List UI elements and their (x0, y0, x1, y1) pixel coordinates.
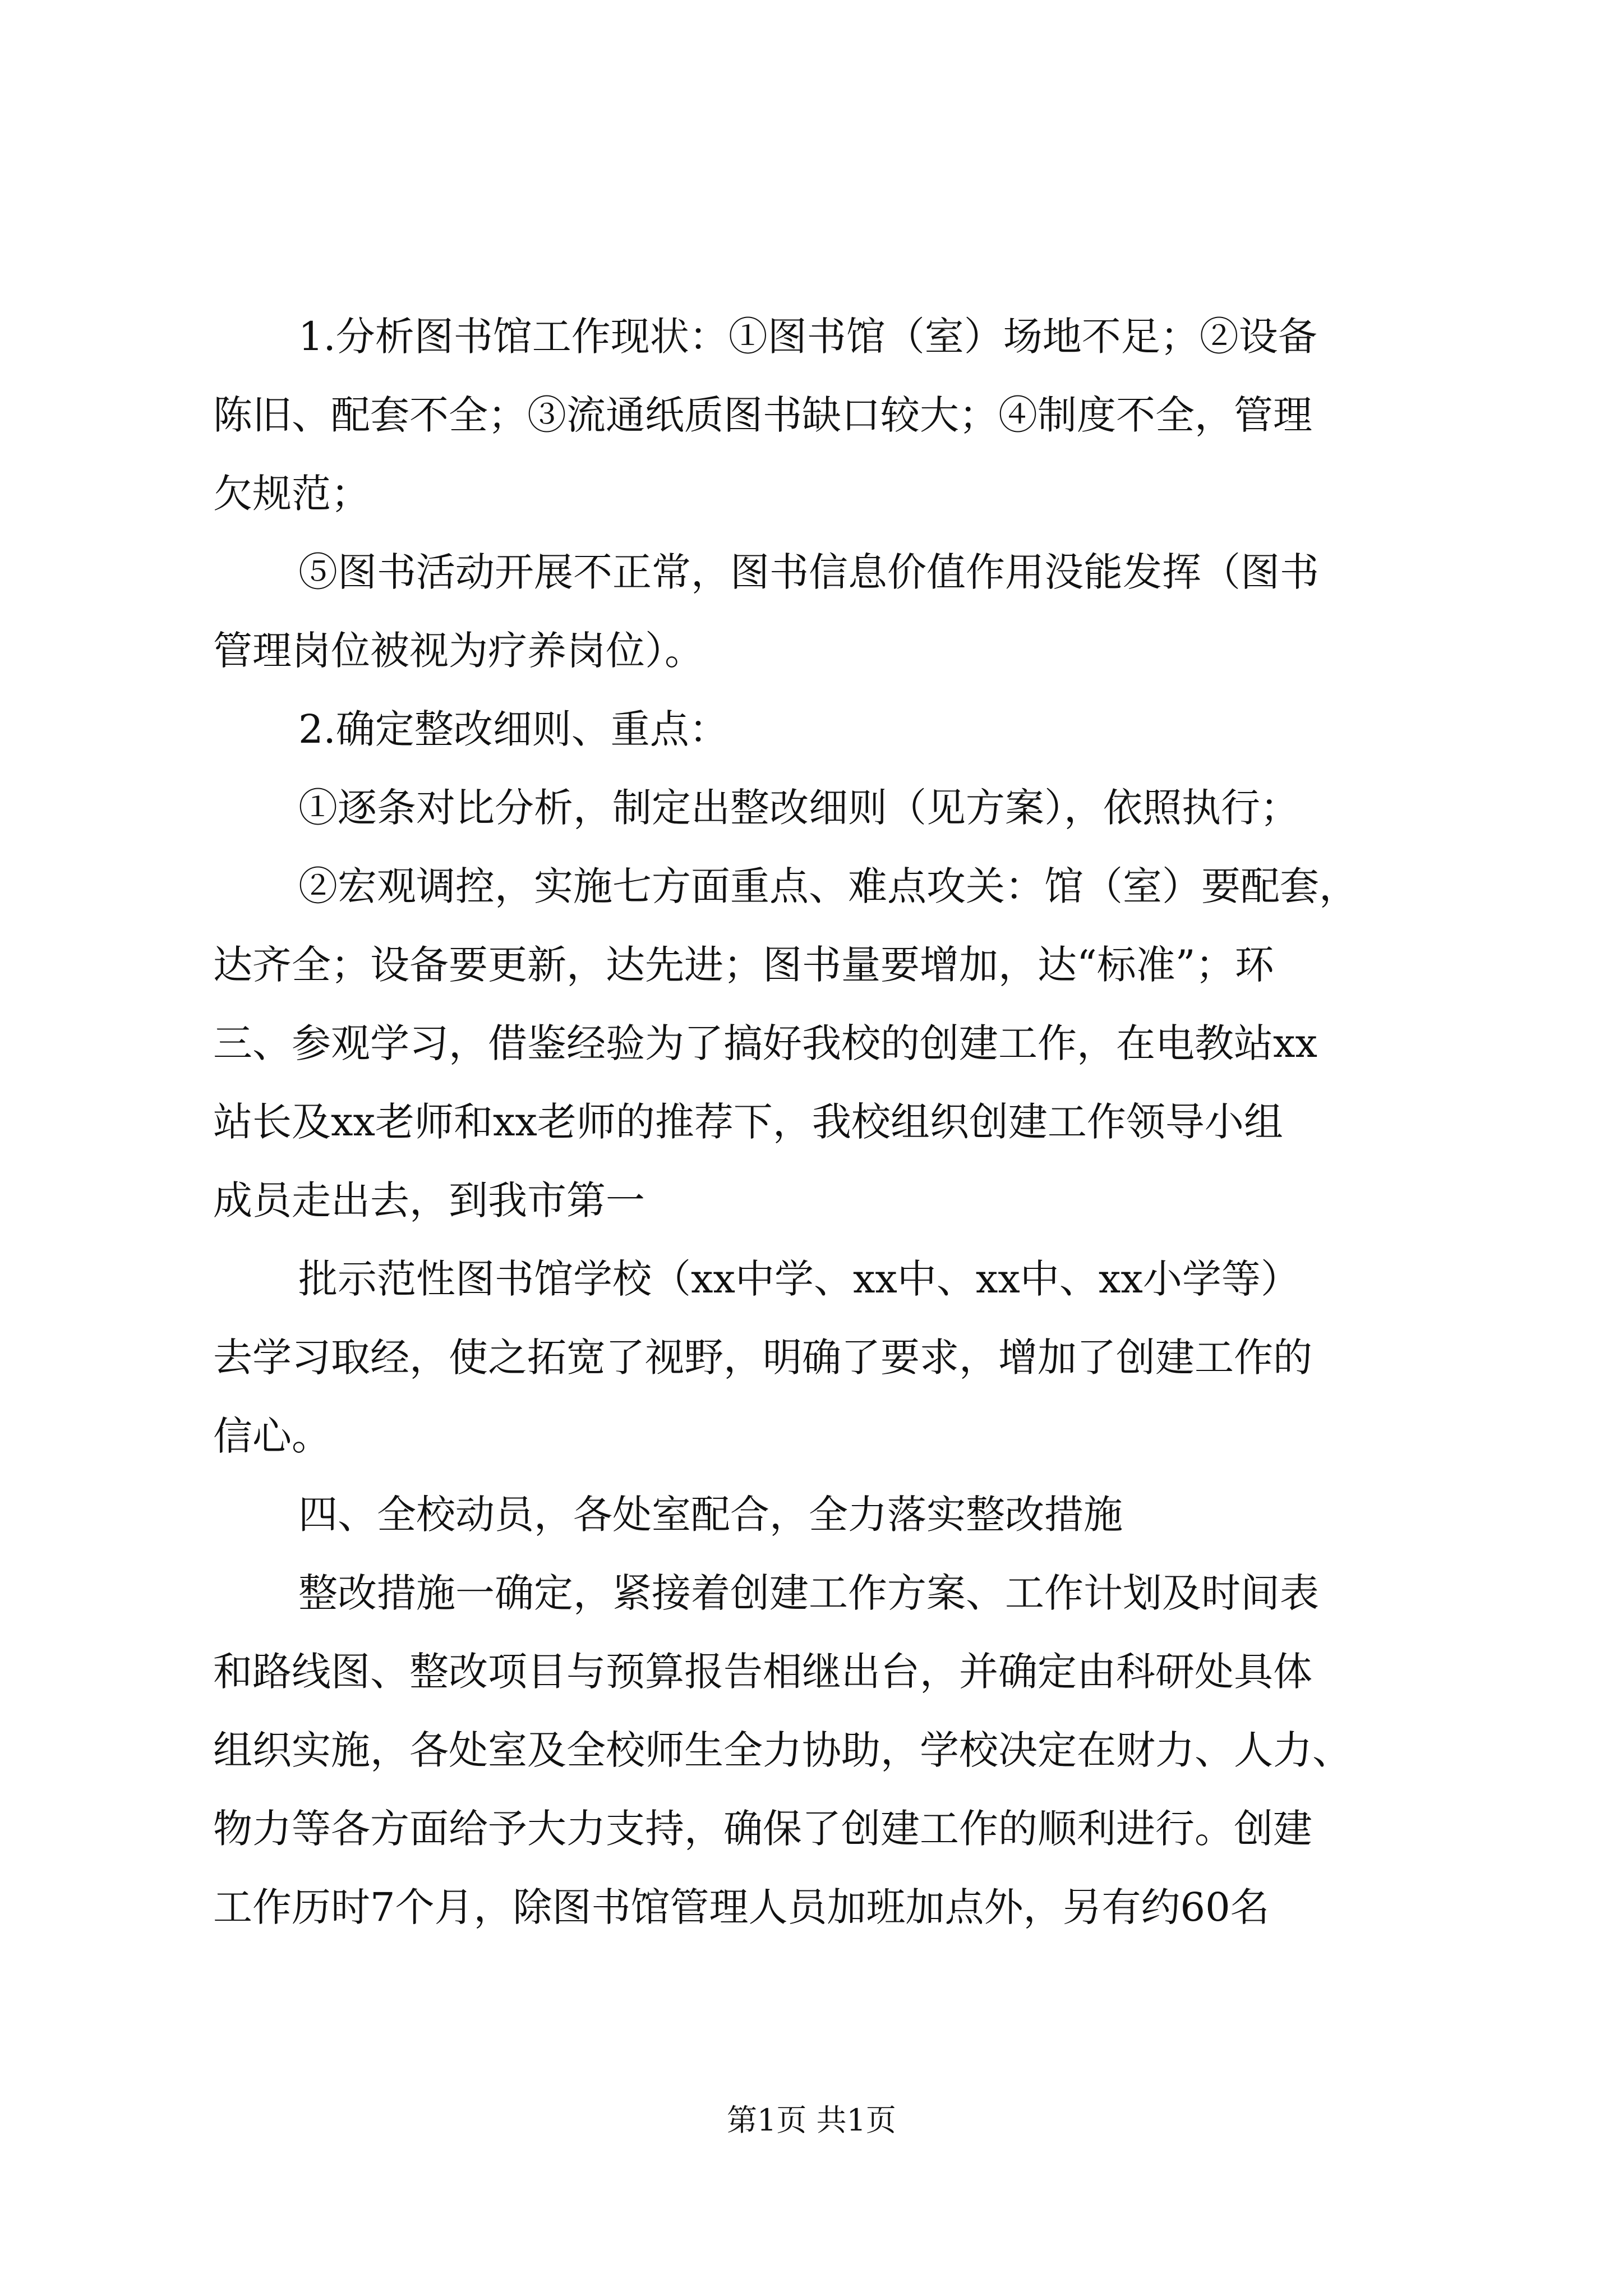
text-line: 物力等各方面给予大力支持，确保了创建工作的顺利进行。创建 (213, 1806, 1312, 1852)
text-line: ②宏观调控，实施七方面重点、难点攻关：馆（室）要配套， (298, 863, 1358, 909)
page-footer: 第1页 共1页 (727, 2102, 896, 2138)
text-line: 批示范性图书馆学校（xx中学、xx中、xx中、xx小学等） (298, 1256, 1300, 1302)
text-line: 2.确定整改细则、重点： (298, 706, 728, 752)
text-line: ⑤图书活动开展不正常，图书信息价值作用没能发挥（图书 (298, 549, 1319, 595)
text-line: 三、参观学习，借鉴经验为了搞好我校的创建工作，在电教站xx (213, 1020, 1317, 1066)
text-line: 站长及xx老师和xx老师的推荐下，我校组织创建工作领导小组 (213, 1099, 1283, 1145)
text-line: 陈旧、配套不全；③流通纸质图书缺口较大；④制度不全，管理 (213, 392, 1312, 438)
text-line: 整改措施一确定，紧接着创建工作方案、工作计划及时间表 (298, 1570, 1319, 1616)
text-line: 四、全校动员，各处室配合，全力落实整改措施 (298, 1492, 1123, 1538)
text-line: 1.分析图书馆工作现状：①图书馆（室）场地不足；②设备 (298, 314, 1317, 360)
text-line: 管理岗位被视为疗养岗位）。 (213, 628, 704, 674)
text-line: 组织实施，各处室及全校师生全力协助，学校决定在财力、人力、 (213, 1727, 1352, 1773)
text-line: 成员走出去，到我市第一 (213, 1177, 645, 1223)
text-line: 达齐全；设备要更新，达先进；图书量要增加，达“标准”；环 (213, 942, 1274, 988)
text-line: ①逐条对比分析，制定出整改细则（见方案），依照执行； (298, 785, 1299, 831)
text-line: 信心。 (213, 1413, 331, 1459)
text-line: 和路线图、整改项目与预算报告相继出台，并确定由科研处具体 (213, 1649, 1312, 1695)
text-line: 工作历时7个月，除图书馆管理人员加班加点外，另有约60名 (213, 1884, 1270, 1930)
text-line: 欠规范； (213, 471, 370, 517)
text-line: 去学习取经，使之拓宽了视野，明确了要求，增加了创建工作的 (213, 1335, 1312, 1381)
